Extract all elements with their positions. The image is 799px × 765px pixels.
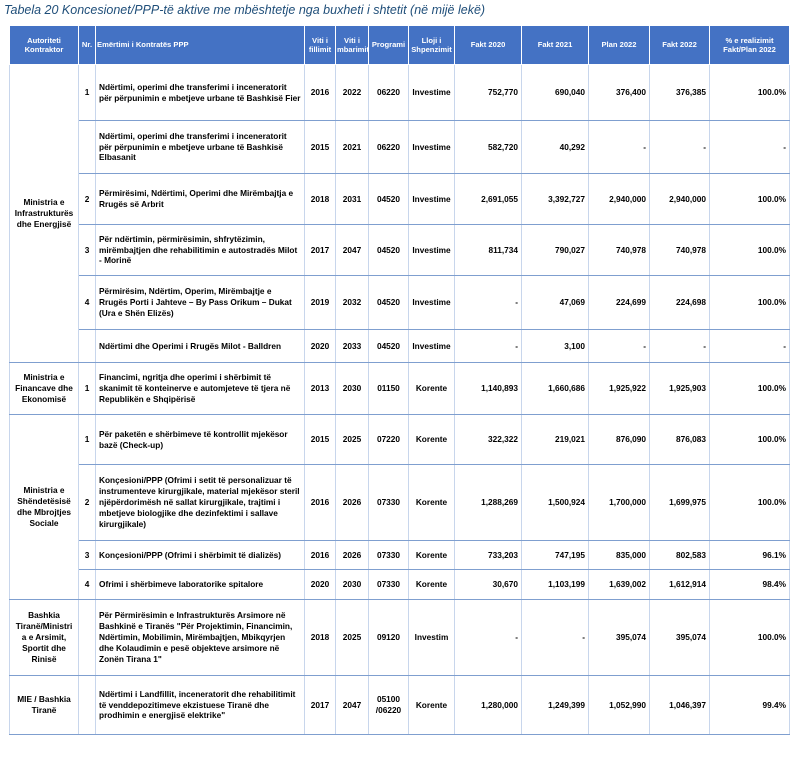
start-year: 2016: [305, 541, 336, 570]
start-year: 2018: [305, 174, 336, 225]
contract-name: Ndërtimi i Landfillit, inceneratorit dhe rehabilitimit të venddepozitimeve ekzistuese Tiranë dhe prodhimin e energjisë elektrike": [96, 676, 305, 735]
plan-2022: 376,400: [589, 65, 650, 121]
fakt-2020: -: [455, 600, 522, 676]
contract-name: Për Përmirësimin e Infrastrukturës Arsimore në Bashkinë e Tiranës "Për Projektimin, Financimin, Ndërtimin, Mobilimin, Mirëmbajtjen, Mbikqyrjen dhe Kolaudimin e pesë objekteve arsimore në Zonën Tirana 1": [96, 600, 305, 676]
expense-type: Investime: [409, 276, 455, 330]
table-row: [10, 363, 790, 415]
fakt-2020: 733,203: [455, 541, 522, 570]
realization-pct: 100.0%: [710, 65, 790, 121]
header-end: Viti i mbarimit: [336, 26, 369, 65]
plan-2022: 1,639,002: [589, 570, 650, 600]
fakt-2020: 582,720: [455, 121, 522, 174]
plan-2022: 224,699: [589, 276, 650, 330]
plan-2022: 1,925,922: [589, 363, 650, 415]
table-row: [10, 276, 790, 330]
fakt-2020: -: [455, 330, 522, 363]
end-year: 2031: [336, 174, 369, 225]
fakt-2022: -: [650, 330, 710, 363]
start-year: 2018: [305, 600, 336, 676]
fakt-2020: 752,770: [455, 65, 522, 121]
plan-2022: 1,052,990: [589, 676, 650, 735]
end-year: 2030: [336, 570, 369, 600]
header-start: Viti i fillimit: [305, 26, 336, 65]
start-year: 2013: [305, 363, 336, 415]
realization-pct: 100.0%: [710, 600, 790, 676]
fakt-2022: 1,046,397: [650, 676, 710, 735]
fakt-2020: 811,734: [455, 225, 522, 276]
fakt-2022: 1,699,975: [650, 465, 710, 541]
start-year: 2020: [305, 570, 336, 600]
contract-name: Për ndërtimin, përmirësimin, shfrytëzimin, mirëmbajtjen dhe rehabilitimin e autostradës Milot - Morinë: [96, 225, 305, 276]
header-plan-2022: Plan 2022: [589, 26, 650, 65]
expense-type: Investim: [409, 600, 455, 676]
contract-name: Konçesioni/PPP (Ofrimi i shërbimit të dializës): [96, 541, 305, 570]
start-year: 2015: [305, 415, 336, 465]
realization-pct: -: [710, 330, 790, 363]
fakt-2022: 1,925,903: [650, 363, 710, 415]
plan-2022: 395,074: [589, 600, 650, 676]
expense-type: Investime: [409, 65, 455, 121]
end-year: 2033: [336, 330, 369, 363]
contracting-authority: MIE / Bashkia Tiranë: [10, 676, 79, 735]
expense-type: Investime: [409, 330, 455, 363]
realization-pct: 100.0%: [710, 174, 790, 225]
program-code: 07330: [369, 541, 409, 570]
end-year: 2026: [336, 465, 369, 541]
program-code: 06220: [369, 121, 409, 174]
fakt-2021: 690,040: [522, 65, 589, 121]
row-nr: 1: [79, 415, 96, 465]
fakt-2022: 740,978: [650, 225, 710, 276]
contract-name: Përmirësim, Ndërtim, Operim, Mirëmbajtje e Rrugës Porti i Jahteve – By Pass Orikum – Dukat (Ura e Shën Elizës): [96, 276, 305, 330]
contracting-authority: Bashkia Tiranë/Ministri a e Arsimit, Sportit dhe Rinisë: [10, 600, 79, 676]
table-row: [10, 570, 790, 600]
realization-pct: 99.4%: [710, 676, 790, 735]
header-name: Emërtimi i Kontratës PPP: [96, 26, 305, 65]
fakt-2020: 322,322: [455, 415, 522, 465]
plan-2022: -: [589, 121, 650, 174]
table-row: [10, 330, 790, 363]
expense-type: Investime: [409, 225, 455, 276]
fakt-2021: 47,069: [522, 276, 589, 330]
program-code: 04520: [369, 174, 409, 225]
start-year: 2019: [305, 276, 336, 330]
fakt-2021: 3,392,727: [522, 174, 589, 225]
start-year: 2017: [305, 225, 336, 276]
table-row: [10, 465, 790, 541]
fakt-2022: 876,083: [650, 415, 710, 465]
row-nr: [79, 600, 96, 676]
fakt-2022: 395,074: [650, 600, 710, 676]
fakt-2022: 2,940,000: [650, 174, 710, 225]
realization-pct: 96.1%: [710, 541, 790, 570]
row-nr: 3: [79, 541, 96, 570]
contract-name: Për paketën e shërbimeve të kontrollit mjekësor bazë (Check-up): [96, 415, 305, 465]
header-fakt-2022: Fakt 2022: [650, 26, 710, 65]
contract-name: Ndërtimi dhe Operimi i Rrugës Milot - Balldren: [96, 330, 305, 363]
table-row: [10, 174, 790, 225]
fakt-2021: 747,195: [522, 541, 589, 570]
fakt-2021: 1,500,924: [522, 465, 589, 541]
expense-type: Korente: [409, 415, 455, 465]
row-nr: [79, 121, 96, 174]
start-year: 2020: [305, 330, 336, 363]
program-code: 04520: [369, 330, 409, 363]
fakt-2021: 3,100: [522, 330, 589, 363]
fakt-2022: 1,612,914: [650, 570, 710, 600]
plan-2022: 1,700,000: [589, 465, 650, 541]
row-nr: 4: [79, 570, 96, 600]
row-nr: [79, 330, 96, 363]
table-row: [10, 225, 790, 276]
fakt-2020: -: [455, 276, 522, 330]
program-code: 05100 /06220: [369, 676, 409, 735]
program-code: 01150: [369, 363, 409, 415]
fakt-2020: 30,670: [455, 570, 522, 600]
row-nr: 2: [79, 174, 96, 225]
expense-type: Investime: [409, 121, 455, 174]
program-code: 07330: [369, 570, 409, 600]
fakt-2020: 1,280,000: [455, 676, 522, 735]
fakt-2020: 2,691,055: [455, 174, 522, 225]
start-year: 2017: [305, 676, 336, 735]
row-nr: 1: [79, 65, 96, 121]
plan-2022: 835,000: [589, 541, 650, 570]
realization-pct: 100.0%: [710, 225, 790, 276]
table-body: [10, 65, 790, 735]
end-year: 2030: [336, 363, 369, 415]
row-nr: [79, 676, 96, 735]
contract-name: Përmirësimi, Ndërtimi, Operimi dhe Mirëmbajtja e Rrugës së Arbrit: [96, 174, 305, 225]
start-year: 2015: [305, 121, 336, 174]
realization-pct: 100.0%: [710, 415, 790, 465]
row-nr: 1: [79, 363, 96, 415]
fakt-2021: 219,021: [522, 415, 589, 465]
contracting-authority: Ministria e Infrastrukturës dhe Energjisë: [10, 65, 79, 363]
plan-2022: 2,940,000: [589, 174, 650, 225]
header-fakt-2021: Fakt 2021: [522, 26, 589, 65]
fakt-2022: 802,583: [650, 541, 710, 570]
row-nr: 3: [79, 225, 96, 276]
contracting-authority: Ministria e Shëndetësisë dhe Mbrojtjes Sociale: [10, 415, 79, 600]
end-year: 2025: [336, 600, 369, 676]
header-nr: Nr.: [79, 26, 96, 65]
fakt-2022: -: [650, 121, 710, 174]
contract-name: Financimi, ngritja dhe operimi i shërbimit të skanimit të konteinerve e automjeteve të tjera në Republikën e Shqipërisë: [96, 363, 305, 415]
expense-type: Investime: [409, 174, 455, 225]
table-row: [10, 541, 790, 570]
table-row: [10, 65, 790, 121]
table-row: [10, 415, 790, 465]
fakt-2022: 376,385: [650, 65, 710, 121]
expense-type: Korente: [409, 570, 455, 600]
contract-name: Konçesioni/PPP (Ofrimi i setit të personalizuar të instrumenteve kirurgjikale, material mjekësor steril njëpërdorimësh në sallat kirurgjikale, trajtimi i mbetjeve biologjike dhe dezinfektimi i sallave kirurgjikale): [96, 465, 305, 541]
header-row: [10, 26, 790, 65]
contract-name: Ofrimi i shërbimeve laboratorike spitalore: [96, 570, 305, 600]
program-code: 06220: [369, 65, 409, 121]
header-authority: Autoriteti Kontraktor: [10, 26, 79, 65]
start-year: 2016: [305, 65, 336, 121]
end-year: 2021: [336, 121, 369, 174]
end-year: 2047: [336, 676, 369, 735]
plan-2022: 740,978: [589, 225, 650, 276]
end-year: 2025: [336, 415, 369, 465]
contracting-authority: Ministria e Financave dhe Ekonomisë: [10, 363, 79, 415]
end-year: 2032: [336, 276, 369, 330]
fakt-2021: 1,249,399: [522, 676, 589, 735]
table-row: [10, 600, 790, 676]
expense-type: Korente: [409, 363, 455, 415]
program-code: 04520: [369, 276, 409, 330]
fakt-2021: 40,292: [522, 121, 589, 174]
program-code: 07220: [369, 415, 409, 465]
table-row: [10, 121, 790, 174]
realization-pct: -: [710, 121, 790, 174]
plan-2022: 876,090: [589, 415, 650, 465]
program-code: 07330: [369, 465, 409, 541]
realization-pct: 98.4%: [710, 570, 790, 600]
fakt-2022: 224,698: [650, 276, 710, 330]
header-type: Lloji i Shpenzimit: [409, 26, 455, 65]
expense-type: Korente: [409, 676, 455, 735]
ppp-table: [9, 25, 790, 735]
expense-type: Korente: [409, 465, 455, 541]
program-code: 09120: [369, 600, 409, 676]
row-nr: 4: [79, 276, 96, 330]
realization-pct: 100.0%: [710, 363, 790, 415]
end-year: 2022: [336, 65, 369, 121]
contract-name: Ndërtimi, operimi dhe transferimi i inceneratorit për përpunimin e mbetjeve urbane të Bashkisë Fier: [96, 65, 305, 121]
header-program: Programi: [369, 26, 409, 65]
fakt-2021: 790,027: [522, 225, 589, 276]
header-pct: % e realizimit Fakt/Plan 2022: [710, 26, 790, 65]
realization-pct: 100.0%: [710, 465, 790, 541]
row-nr: 2: [79, 465, 96, 541]
header-fakt-2020: Fakt 2020: [455, 26, 522, 65]
program-code: 04520: [369, 225, 409, 276]
fakt-2020: 1,288,269: [455, 465, 522, 541]
fakt-2021: 1,103,199: [522, 570, 589, 600]
end-year: 2047: [336, 225, 369, 276]
table-row: [10, 676, 790, 735]
realization-pct: 100.0%: [710, 276, 790, 330]
end-year: 2026: [336, 541, 369, 570]
start-year: 2016: [305, 465, 336, 541]
plan-2022: -: [589, 330, 650, 363]
expense-type: Korente: [409, 541, 455, 570]
fakt-2020: 1,140,893: [455, 363, 522, 415]
contract-name: Ndërtimi, operimi dhe transferimi i inceneratorit për përpunimin e mbetjeve urbane të Bashkisë Elbasanit: [96, 121, 305, 174]
fakt-2021: -: [522, 600, 589, 676]
table-caption: Tabela 20 Koncesionet/PPP-të aktive me mbështetje nga buxheti i shtetit (në mijë lekë): [4, 3, 486, 17]
fakt-2021: 1,660,686: [522, 363, 589, 415]
